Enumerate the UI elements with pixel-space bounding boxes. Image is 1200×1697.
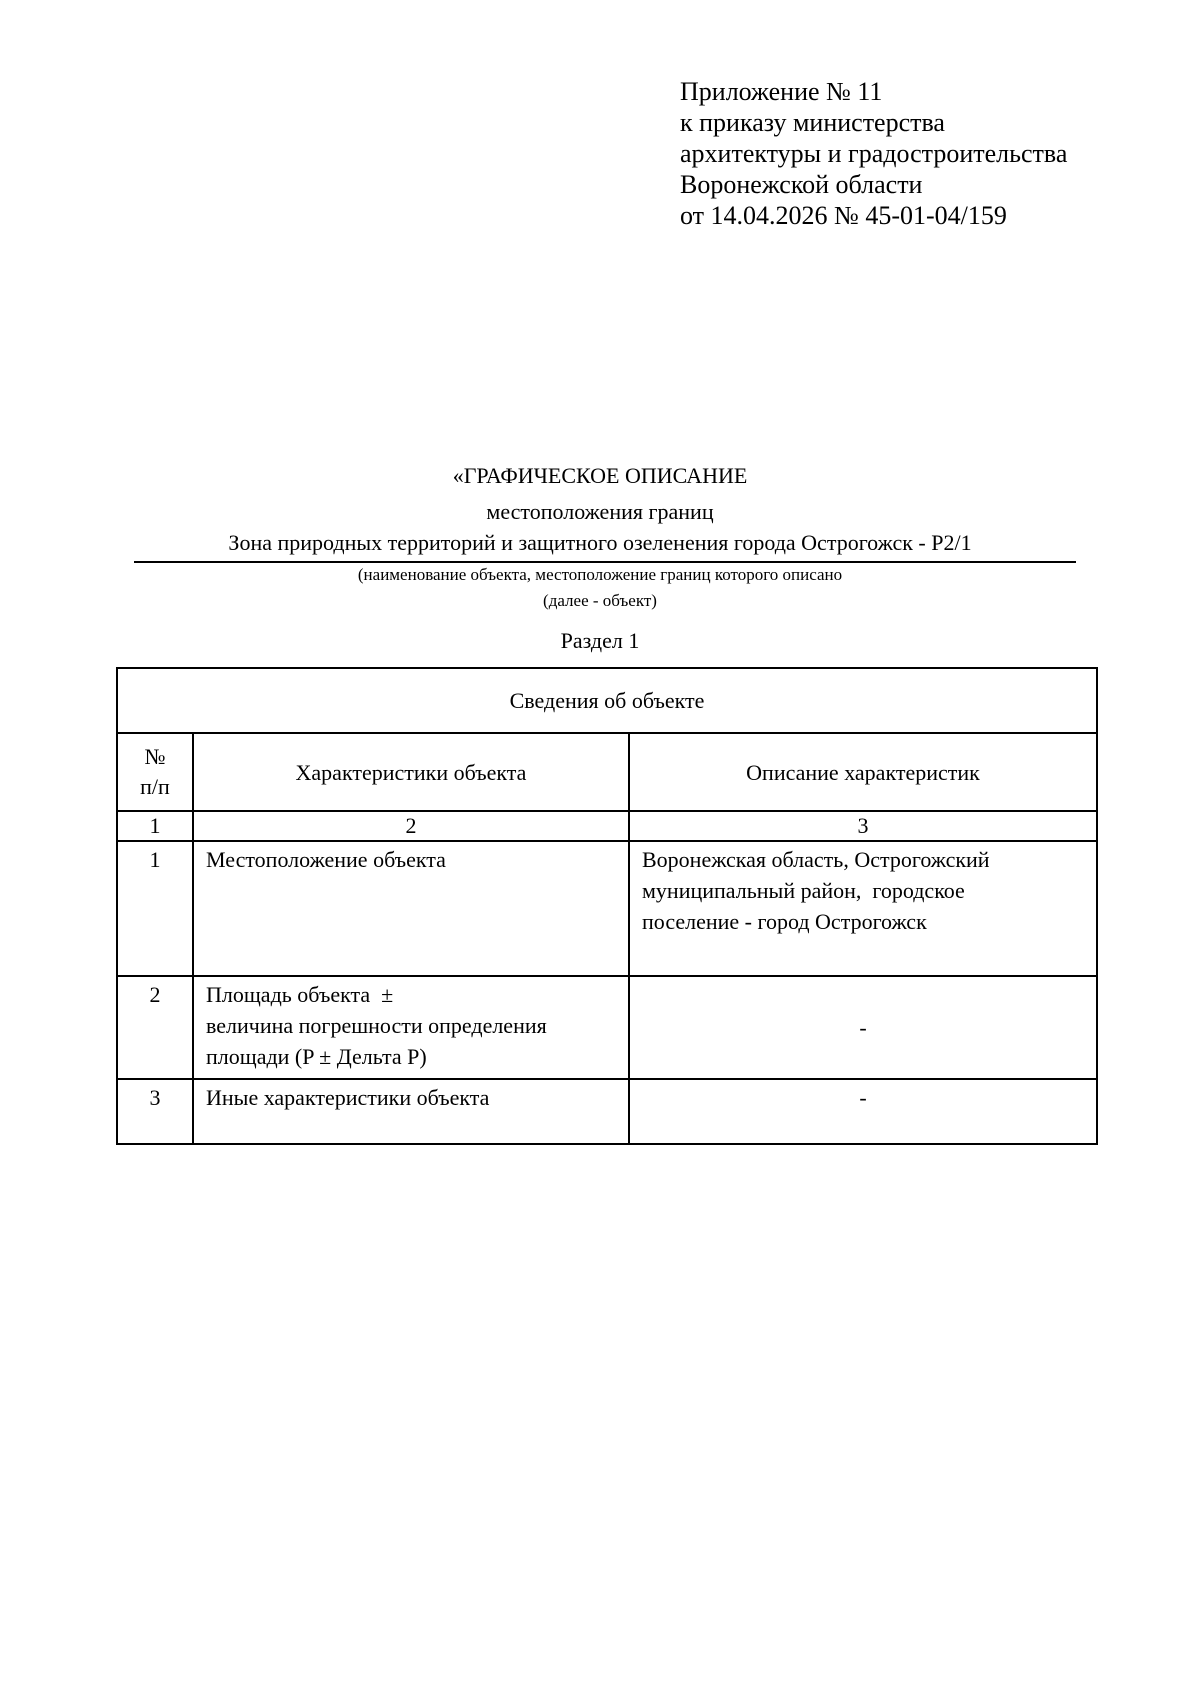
approval-line: к приказу министерства	[680, 108, 945, 137]
document-subtitle: местоположения границ	[486, 499, 714, 524]
table-row	[117, 1079, 1097, 1144]
row-description	[629, 841, 1097, 976]
row-number: 1	[117, 841, 193, 976]
table-header-row	[117, 733, 1097, 811]
approval-line: от 14.04.2026 № 45-01-04/159	[680, 201, 1007, 230]
header-number-sign: №	[144, 744, 166, 769]
section-title: Раздел 1	[560, 628, 640, 653]
row-description: -	[629, 976, 1097, 1079]
document-title: «ГРАФИЧЕСКОЕ ОПИСАНИЕ	[452, 463, 748, 488]
row-description: -	[629, 1079, 1097, 1144]
characteristic-line: Местоположение объекта	[206, 847, 446, 872]
table-caption: Сведения об объекте	[117, 668, 1097, 733]
table-row	[117, 841, 1097, 976]
column-number: 1	[117, 811, 193, 841]
approval-block	[680, 76, 1067, 231]
object-name-underline	[134, 561, 1076, 563]
column-number: 3	[629, 811, 1097, 841]
row-characteristic	[193, 1079, 629, 1144]
object-name-note: (наименование объекта, местоположение границ которого описано	[357, 565, 843, 584]
header-number-abbr: п/п	[140, 774, 170, 799]
object-name: Зона природных территорий и защитного озеленения города Острогожск - Р2/1	[228, 530, 972, 555]
row-number: 3	[117, 1079, 193, 1144]
column-number: 2	[193, 811, 629, 841]
column-header-characteristics: Характеристики объекта	[193, 733, 629, 811]
description-line: муниципальный район, городское	[642, 878, 965, 903]
characteristic-line: площади (P ± Дельта P)	[206, 1044, 427, 1069]
column-header-description: Описание характеристик	[629, 733, 1097, 811]
approval-line: Воронежской области	[680, 170, 923, 199]
table-row	[117, 976, 1097, 1079]
description-line: поселение - город Острогожск	[642, 909, 927, 934]
row-characteristic	[193, 841, 629, 976]
object-name-note-2: (далее - объект)	[543, 591, 657, 610]
row-characteristic	[193, 976, 629, 1079]
object-info-table	[116, 667, 1098, 1145]
column-number-row	[117, 811, 1097, 841]
approval-line: архитектуры и градостроительства	[680, 139, 1068, 168]
characteristic-line: Иные характеристики объекта	[206, 1085, 490, 1110]
table-caption-row	[117, 668, 1097, 733]
approval-line: Приложение № 11	[680, 77, 883, 106]
description-line: Воронежская область, Острогожский	[642, 847, 990, 872]
column-header-number	[117, 733, 193, 811]
characteristic-line: Площадь объекта ±	[206, 982, 394, 1007]
row-number: 2	[117, 976, 193, 1079]
characteristic-line: величина погрешности определения	[206, 1013, 547, 1038]
